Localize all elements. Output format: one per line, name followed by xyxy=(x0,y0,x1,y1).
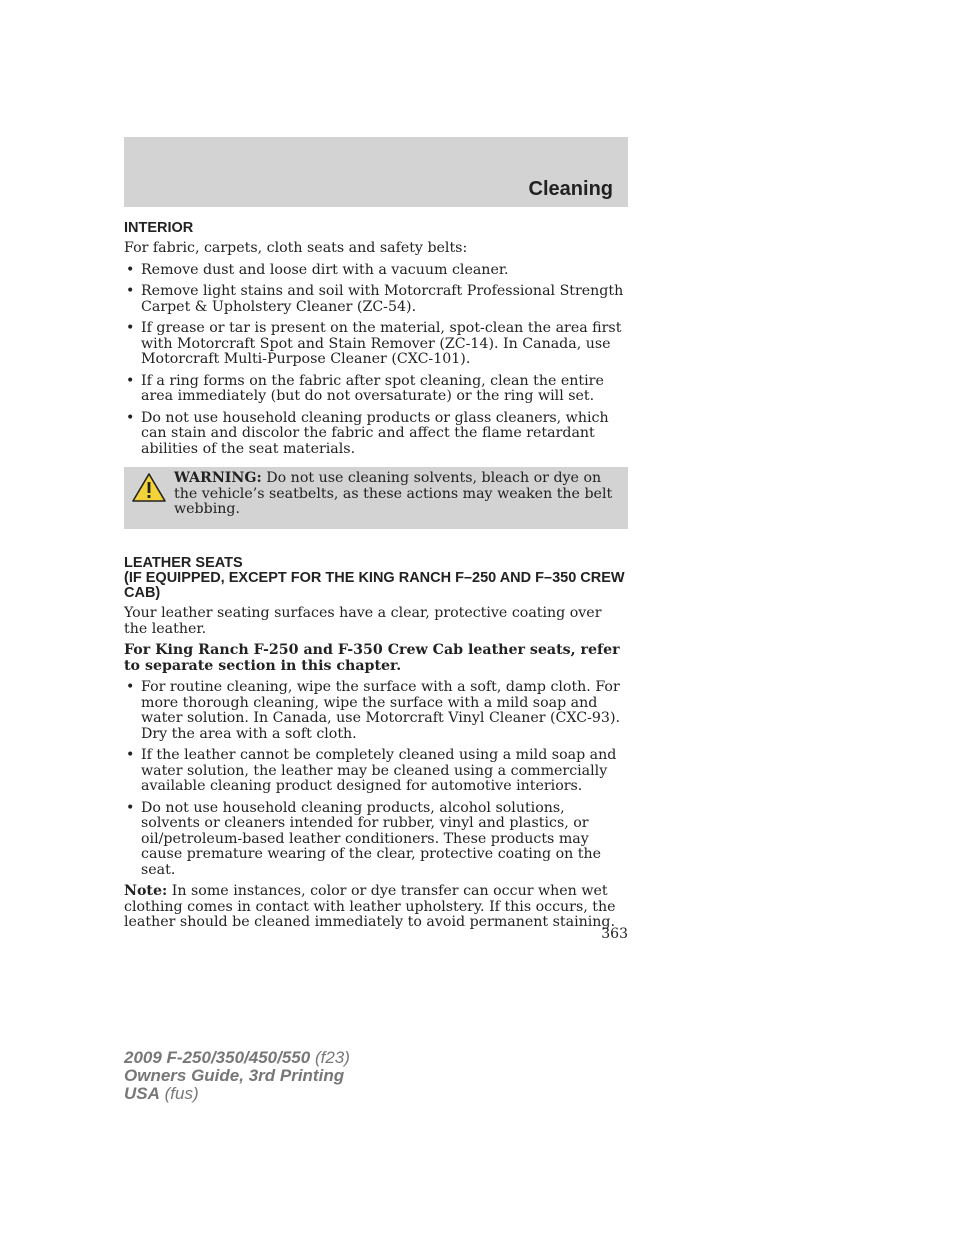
section-title: Cleaning xyxy=(528,178,613,200)
list-item: • If the leather cannot be completely cleaned using a mild soap and water solution, the leather may be cleaned using a commercially available cleaning product designed for automotive interiors. xyxy=(124,748,628,795)
note-label: Note: xyxy=(124,883,168,899)
warning-box xyxy=(124,467,628,529)
leather-note xyxy=(124,884,628,931)
interior-heading: INTERIOR xyxy=(124,220,194,236)
list-item: • For routine cleaning, wipe the surface with a soft, damp cloth. For more thorough cleaning, wipe the surface with a mild soap and water solution. In Canada, use Motorcraft Vinyl Cleaner (CXC-93). Dry the area with a soft cloth. xyxy=(124,680,628,742)
page-content xyxy=(124,221,628,937)
warning-triangle-icon xyxy=(130,471,168,505)
footer-line-2: Owners Guide, 3rd Printing xyxy=(124,1066,345,1085)
leather-heading xyxy=(124,556,628,601)
footer-model: 2009 F-250/350/450/550 xyxy=(124,1048,311,1067)
warning-text: Do not use cleaning solvents, bleach or dye on the vehicle’s seatbelts, as these actions may weaken the belt webbing. xyxy=(174,470,613,517)
leather-heading-line1: LEATHER SEATS xyxy=(124,555,243,571)
footer-line-3 xyxy=(124,1085,350,1103)
section-header-band xyxy=(124,137,628,207)
list-item: • Do not use household cleaning products, alcohol solutions, solvents or cleaners intended for rubber, vinyl and plastics, or oil/petroleum-based leather conditioners. These products may cause premature wearing of the clear, protective coating on the seat. xyxy=(124,801,628,879)
list-item: • Remove dust and loose dirt with a vacuum cleaner. xyxy=(124,263,628,279)
leather-intro: Your leather seating surfaces have a clear, protective coating over the leather. xyxy=(124,605,602,637)
list-item: • If grease or tar is present on the material, spot-clean the area first with Motorcraft Spot and Stain Remover (ZC-14). In Canada, use Motorcraft Multi-Purpose Cleaner (CXC-101). xyxy=(124,321,628,368)
footer-market-code: (fus) xyxy=(159,1084,199,1103)
list-item: • If a ring forms on the fabric after spot cleaning, clean the entire area immediately (but do not oversaturate) or the ring will set. xyxy=(124,374,628,405)
footer-market: USA xyxy=(124,1084,160,1103)
list-item: • Do not use household cleaning products or glass cleaners, which can stain and discolor the fabric and affect the flame retardant abilities of the seat materials. xyxy=(124,411,628,458)
leather-bold-note: For King Ranch F-250 and F-350 Crew Cab leather seats, refer to separate section in this chapter. xyxy=(124,642,620,674)
document-footer xyxy=(124,1049,350,1103)
interior-intro: For fabric, carpets, cloth seats and safety belts: xyxy=(124,240,468,256)
interior-bullet-list xyxy=(124,263,628,458)
note-text: In some instances, color or dye transfer can occur when wet clothing comes in contact with leather upholstery. If this occurs, the leather should be cleaned immediately to avoid permanent staining. xyxy=(124,883,616,930)
leather-heading-line2: (IF EQUIPPED, EXCEPT FOR THE KING RANCH F–250 AND F–350 CREW CAB) xyxy=(124,570,625,601)
page-number: 363 xyxy=(601,926,628,942)
warning-label: WARNING: xyxy=(174,470,262,486)
leather-bullet-list xyxy=(124,680,628,878)
footer-model-code: (f23) xyxy=(310,1048,350,1067)
footer-line-1 xyxy=(124,1049,350,1067)
list-item: • Remove light stains and soil with Motorcraft Professional Strength Carpet & Upholstery Cleaner (ZC-54). xyxy=(124,284,628,315)
